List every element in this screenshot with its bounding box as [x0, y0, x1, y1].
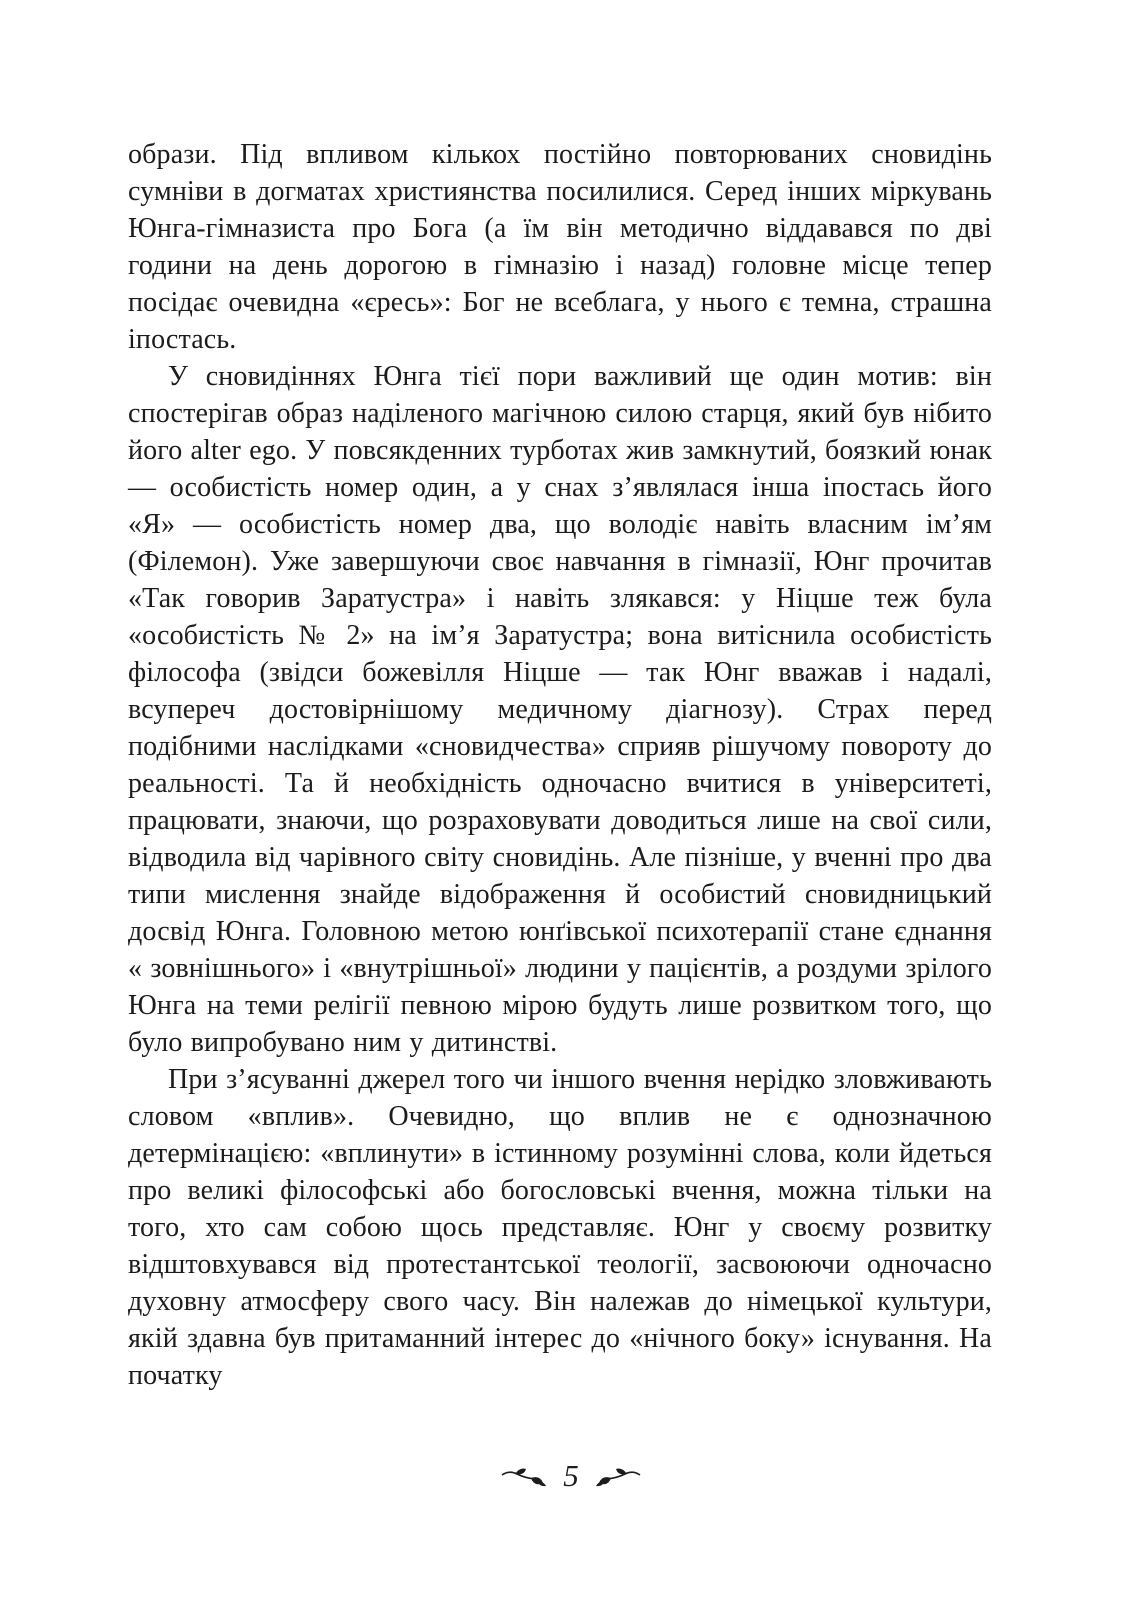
page-footer	[0, 1452, 1142, 1502]
fleuron-right-icon	[595, 1466, 641, 1488]
paragraph-3: При з’ясуванні джерел того чи іншого вчення нерідко зловживають словом «вплив». Очевидно, що вплив не є однозначною детермінацією: «вплинути» в істинному розумінні слова, коли йдеться про великі філософські або богословські вчення, можна тільки на того, хто сам собою щось представляє. Юнг у своєму розвитку відштовхувався від протестантської теології, засвоюючи одночасно духовну атмосферу свого часу. Він належав до німецької культури, якій здавна був притаманний інтерес до «нічного боку» існування. На початку	[128, 1064, 992, 1391]
page-text-block	[128, 136, 992, 1394]
page-number: 5	[563, 1457, 579, 1493]
paragraph-2: У сновидіннях Юнга тієї пори важливий ще один мотив: він спостерігав образ наділеного магічною силою старця, який був нібито його alter ego. У повсякденних турботах жив замкнутий, боязкий юнак — особистість номер один, а у снах з’являлася інша іпостась його «Я» — особистість номер два, що володіє навіть власним ім’ям (Філемон). Уже завершуючи своє навчання в гімназії, Юнг прочитав «Так говорив Заратустра» і навіть злякався: у Ніцше теж була «особистість № 2» на ім’я Заратустра; вона витіснила особистість філософа (звідси божевілля Ніцше — так Юнг вважав і надалі, всупереч достовірнішому медичному діагнозу). Страх перед подібними наслідками «сновидчества» сприяв рішучому повороту до реальності. Та й необхідність одночасно вчитися в університеті, працювати, знаючи, що розраховувати доводиться лише на свої сили, відводила від чарівного світу сновидінь. Але пізніше, у вченні про два типи мислення знайде відображення й особистий сновидницький досвід Юнга. Головною метою юнґівської психотерапії стане єднання « зовнішнього» і «внутрішньої» людини у пацієнтів, а роздуми зрілого Юнга на теми релігії певною мірою будуть лише розвитком того, що було випробувано ним у дитинстві.	[128, 361, 992, 1058]
fleuron-left-icon	[501, 1466, 547, 1488]
paragraph-1: образи. Під впливом кількох постійно повторюваних сновидінь сумніви в догматах християнства посилилися. Серед інших міркувань Юнга-гімназиста про Бога (а їм він методично віддавався по дві години на день дорогою в гімназію і назад) головне місце тепер посідає очевидна «єресь»: Бог не всеблага, у нього є темна, страшна іпостась.	[128, 139, 992, 355]
